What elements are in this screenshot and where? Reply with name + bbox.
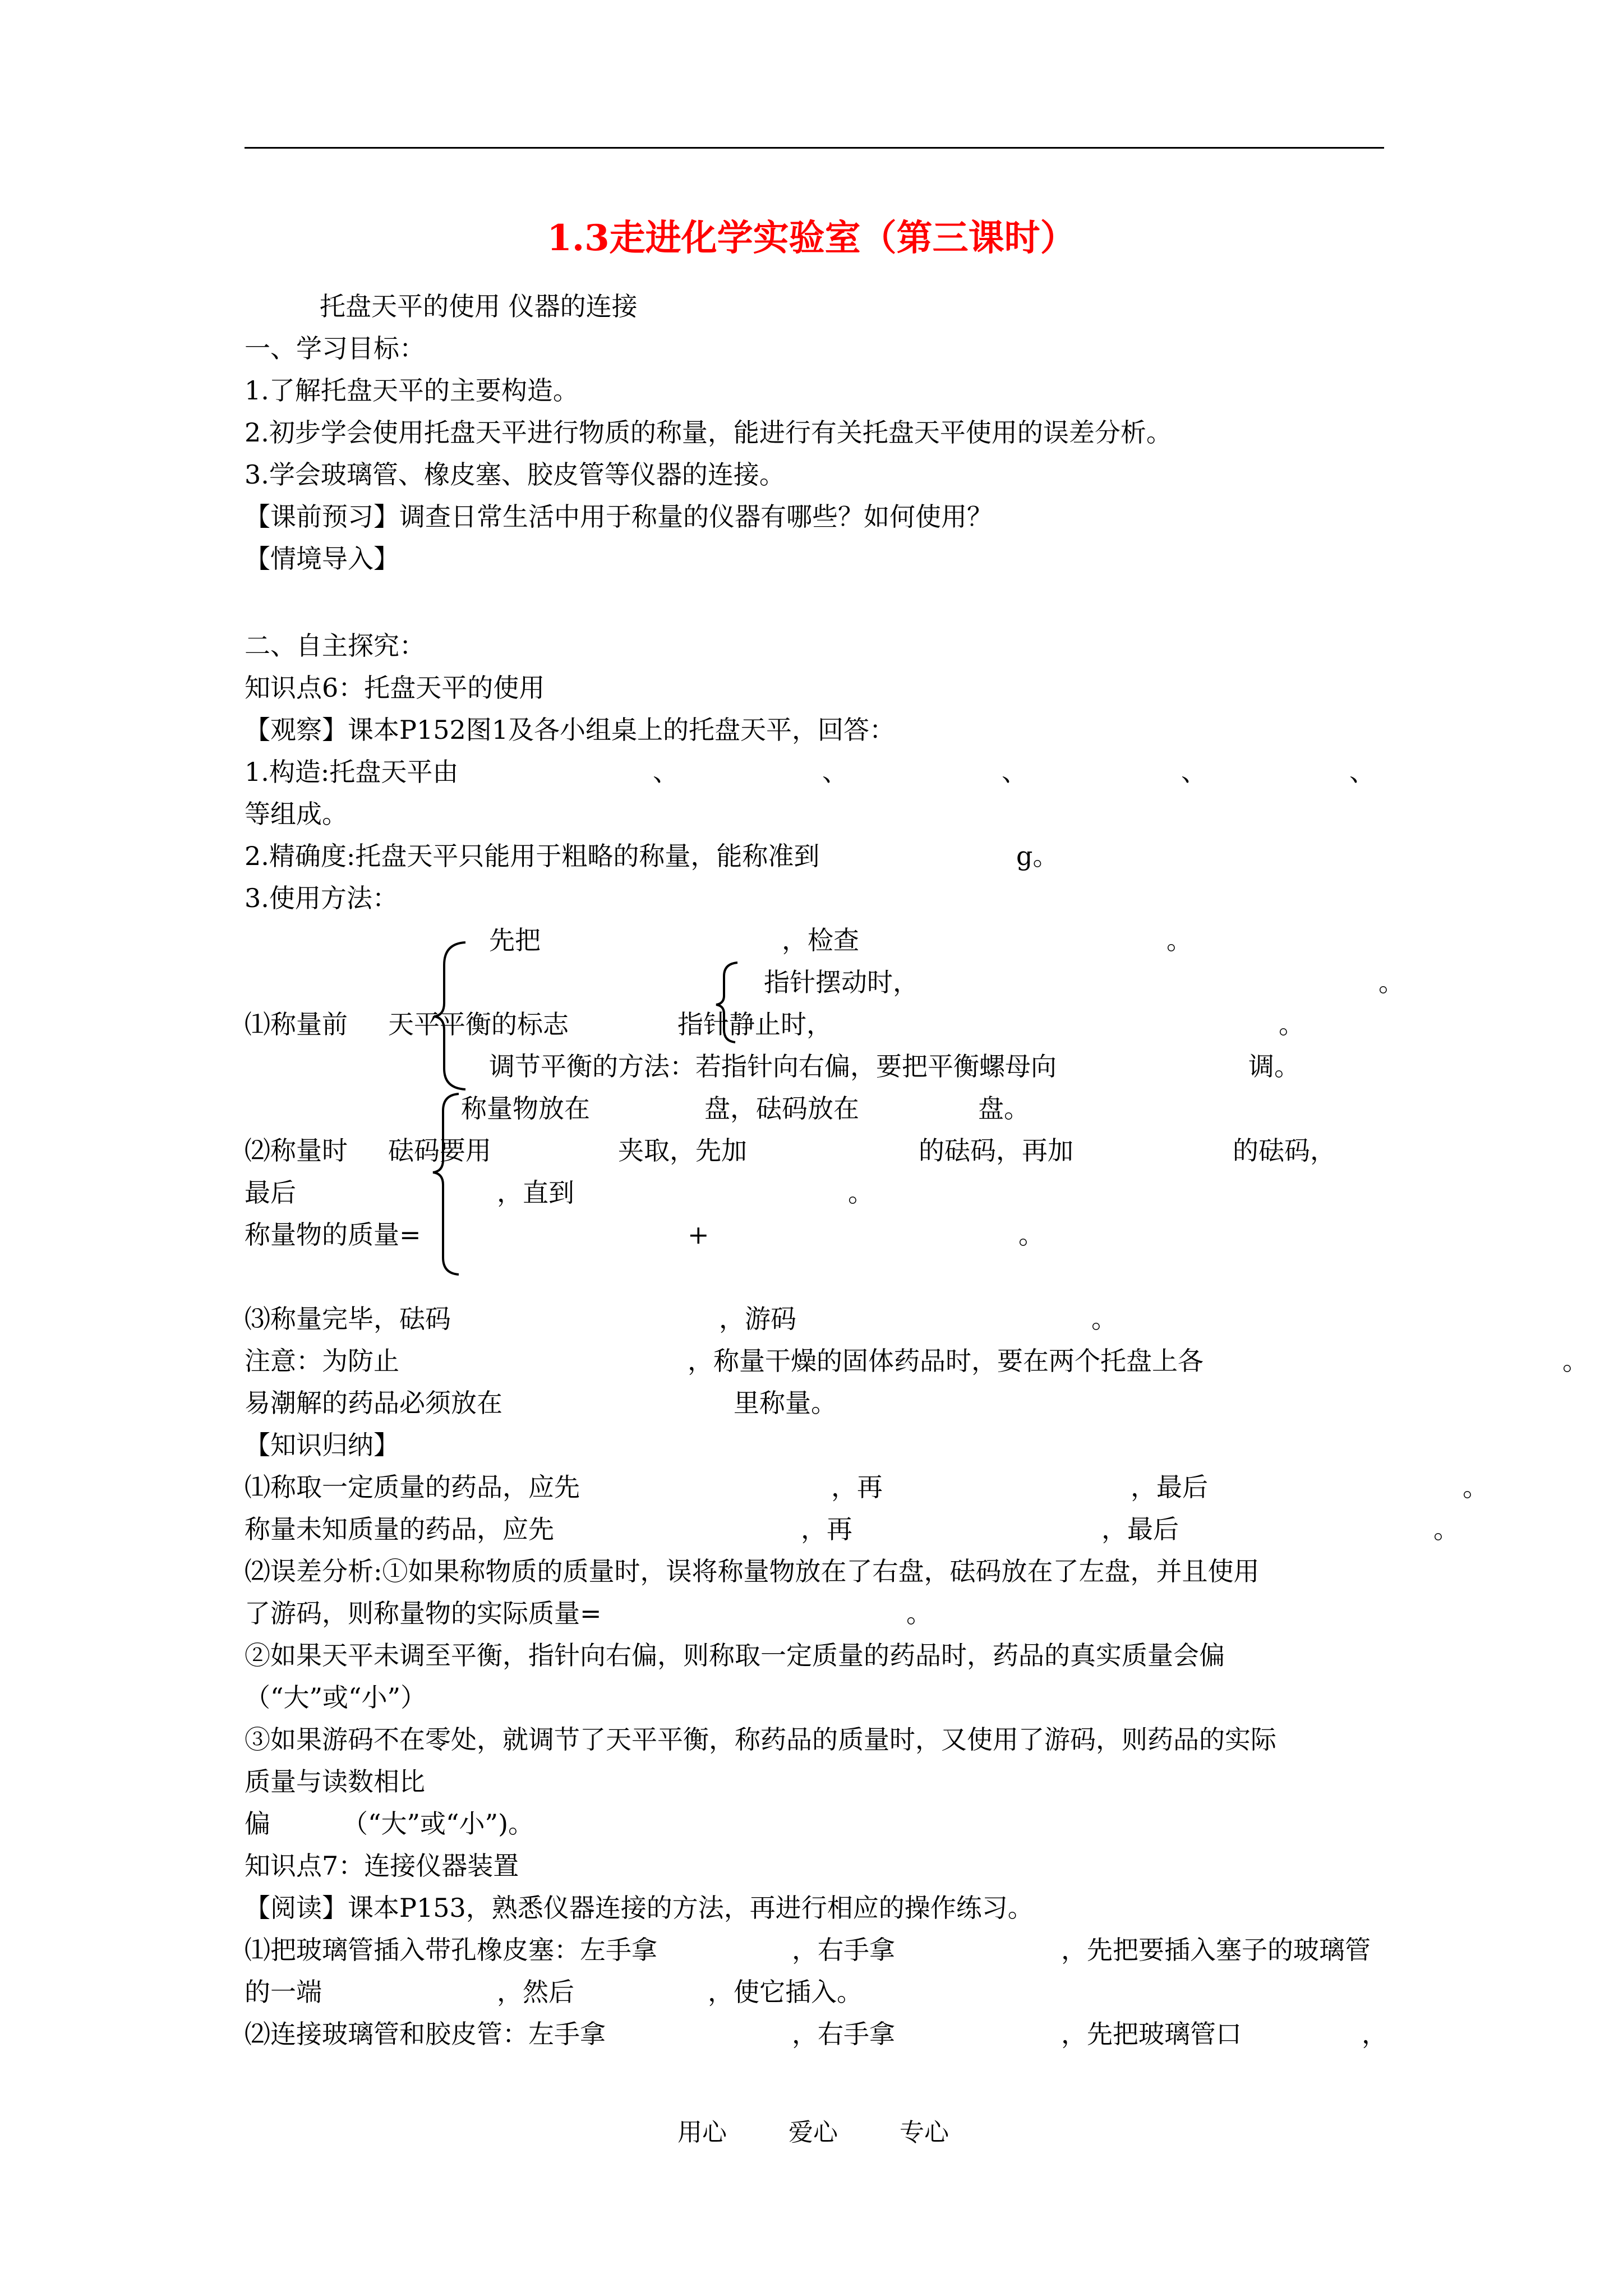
weights-tool: 砝码要用 xyxy=(388,1135,491,1166)
usage-heading: 3.使用方法： xyxy=(245,883,398,913)
while-weighing-label: ⑵称量时 xyxy=(245,1135,348,1166)
page-title: 1.3走进化学实验室（第三课时） xyxy=(547,217,1076,259)
subtitle: 托盘天平的使用 仪器的连接 xyxy=(320,291,638,321)
finally-label: ，最后 xyxy=(1131,1472,1208,1502)
period: 。 xyxy=(1091,1304,1117,1334)
then-label: ，再 xyxy=(801,1514,852,1544)
error-analysis-3-end: 偏 xyxy=(245,1809,270,1839)
separator: 、 xyxy=(822,757,848,787)
comma: ， xyxy=(1362,2019,1387,2049)
brace-while-weighing xyxy=(433,1094,459,1274)
right-hand-label: ，右手拿 xyxy=(792,2019,895,2049)
weights-then: 的砝码，再加 xyxy=(919,1135,1073,1166)
insert-tube-line: ⑴把玻璃管插入带孔橡皮塞：左手拿 xyxy=(245,1935,657,1965)
intro-line: 【情境导入】 xyxy=(245,544,399,574)
separator: 、 xyxy=(1349,757,1375,787)
tube-end-label: 的一端 xyxy=(245,1977,322,2007)
period: 。 xyxy=(1562,1346,1588,1376)
knowledge-point: 知识点7：连接仪器装置 xyxy=(245,1851,519,1881)
period: 。 xyxy=(1463,1472,1488,1502)
observe-line: 【观察】课本P152图1及各小组桌上的托盘天平，回答： xyxy=(245,715,896,745)
connect-hose-line: ⑵连接玻璃管和胶皮管：左手拿 xyxy=(245,2019,606,2049)
error-analysis-1: ⑵误差分析:①如果称物质的质量时，误将称量物放在了右盘，砝码放在了左盘，并且使用 xyxy=(245,1556,1260,1586)
footer-text-3: 专心 xyxy=(900,2118,949,2147)
pan-end: 盘。 xyxy=(978,1093,1030,1124)
then-label: ，再 xyxy=(831,1472,883,1502)
error-analysis-1-cont: 了游码，则称量物的实际质量= xyxy=(245,1598,602,1628)
adjust-method: 调节平衡的方法：若指针向右偏，要把平衡螺母向 xyxy=(489,1051,1057,1082)
before-step-1-check: ，检查 xyxy=(782,925,859,955)
summary-known-mass: ⑴称取一定质量的药品，应先 xyxy=(245,1472,580,1502)
note-line: 注意：为防止 xyxy=(245,1346,399,1376)
period: 。 xyxy=(1279,1009,1304,1039)
preview-line: 【课前预习】调查日常生活中用于称量的仪器有哪些？如何使用？ xyxy=(245,501,993,532)
section-heading: 二、自主探究： xyxy=(245,631,425,661)
goal-2: 2.初步学会使用托盘天平进行物质的称量，能进行有关托盘天平使用的误差分析。 xyxy=(245,417,1172,448)
period: 。 xyxy=(848,1177,874,1208)
structure-line: 1.构造:托盘天平由 xyxy=(245,757,459,787)
error-analysis-3-cont: 质量与读数相比 xyxy=(245,1766,425,1797)
goal-3: 3.学会玻璃管、橡皮塞、胶皮管等仪器的连接。 xyxy=(245,459,785,490)
note-line-mid: ，称量干燥的固体药品时，要在两个托盘上各 xyxy=(688,1346,1204,1376)
period: 。 xyxy=(1166,925,1192,955)
pan-placement-weights: 盘，砝码放在 xyxy=(704,1093,859,1124)
plus-sign: + xyxy=(688,1220,709,1250)
before-weighing-label: ⑴称量前 xyxy=(245,1009,348,1039)
connect-hose-cont: ，先把玻璃管口 xyxy=(1061,2019,1242,2049)
knowledge-point: 知识点6：托盘天平的使用 xyxy=(245,673,545,703)
precision-unit: g。 xyxy=(1016,841,1059,871)
pointer-still: 指针静止时， xyxy=(677,1009,832,1039)
mass-formula: 称量物的质量= xyxy=(245,1220,421,1250)
before-step-1: 先把 xyxy=(489,925,541,955)
pan-placement: 称量物放在 xyxy=(461,1093,590,1124)
weights-end: 的砝码， xyxy=(1233,1135,1336,1166)
precision-line: 2.精确度:托盘天平只能用于粗略的称量，能称准到 xyxy=(245,841,820,871)
adjust-direction: 调。 xyxy=(1248,1051,1300,1082)
period: 。 xyxy=(1433,1514,1459,1544)
reading-line: 【阅读】课本P153，熟悉仪器连接的方法，再进行相应的操作练习。 xyxy=(245,1893,1034,1923)
insert-end: ，使它插入。 xyxy=(708,1977,863,2007)
error-analysis-3-choice: （“大”或“小”)。 xyxy=(342,1809,534,1839)
after-weighing: ⑶称量完毕，砝码 xyxy=(245,1304,451,1334)
section-heading: 一、学习目标： xyxy=(245,333,425,364)
separator: 、 xyxy=(1002,757,1027,787)
finally-label: 最后 xyxy=(245,1177,296,1208)
until-label: ，直到 xyxy=(497,1177,574,1208)
pointer-swinging: 指针摆动时， xyxy=(764,967,919,997)
weights-first: 夹取，先加 xyxy=(618,1135,747,1166)
period: 。 xyxy=(1378,967,1404,997)
rider-label: ，游码 xyxy=(719,1304,796,1334)
error-analysis-2: ②如果天平未调至平衡，指针向右偏，则称取一定质量的药品时，药品的真实质量会偏 xyxy=(245,1640,1225,1671)
period: 。 xyxy=(1018,1220,1044,1250)
insert-tube-cont: ，先把要插入塞子的玻璃管 xyxy=(1061,1935,1371,1965)
finally-label: ，最后 xyxy=(1101,1514,1179,1544)
deliquescent-line: 易潮解的药品必须放在 xyxy=(245,1388,502,1418)
summary-unknown-mass: 称量未知质量的药品，应先 xyxy=(245,1514,554,1544)
period: 。 xyxy=(906,1598,932,1628)
error-analysis-2-cont: （“大”或“小”） xyxy=(245,1682,427,1713)
structure-line-end: 等组成。 xyxy=(245,799,348,829)
error-analysis-3: ③如果游码不在零处，就调节了天平平衡，称药品的质量时，又使用了游码，则药品的实际 xyxy=(245,1724,1276,1755)
footer-text-2: 爱心 xyxy=(789,2118,838,2147)
right-hand-label: ，右手拿 xyxy=(792,1935,895,1965)
separator: 、 xyxy=(1181,757,1207,787)
summary-heading: 【知识归纳】 xyxy=(245,1430,399,1460)
then-label: ，然后 xyxy=(497,1977,574,2007)
deliquescent-end: 里称量。 xyxy=(734,1388,837,1418)
separator: 、 xyxy=(653,757,679,787)
goal-1: 1.了解托盘天平的主要构造。 xyxy=(245,375,579,406)
balance-sign-label: 天平平衡的标志 xyxy=(388,1009,569,1039)
footer-text-1: 用心 xyxy=(677,2118,727,2147)
